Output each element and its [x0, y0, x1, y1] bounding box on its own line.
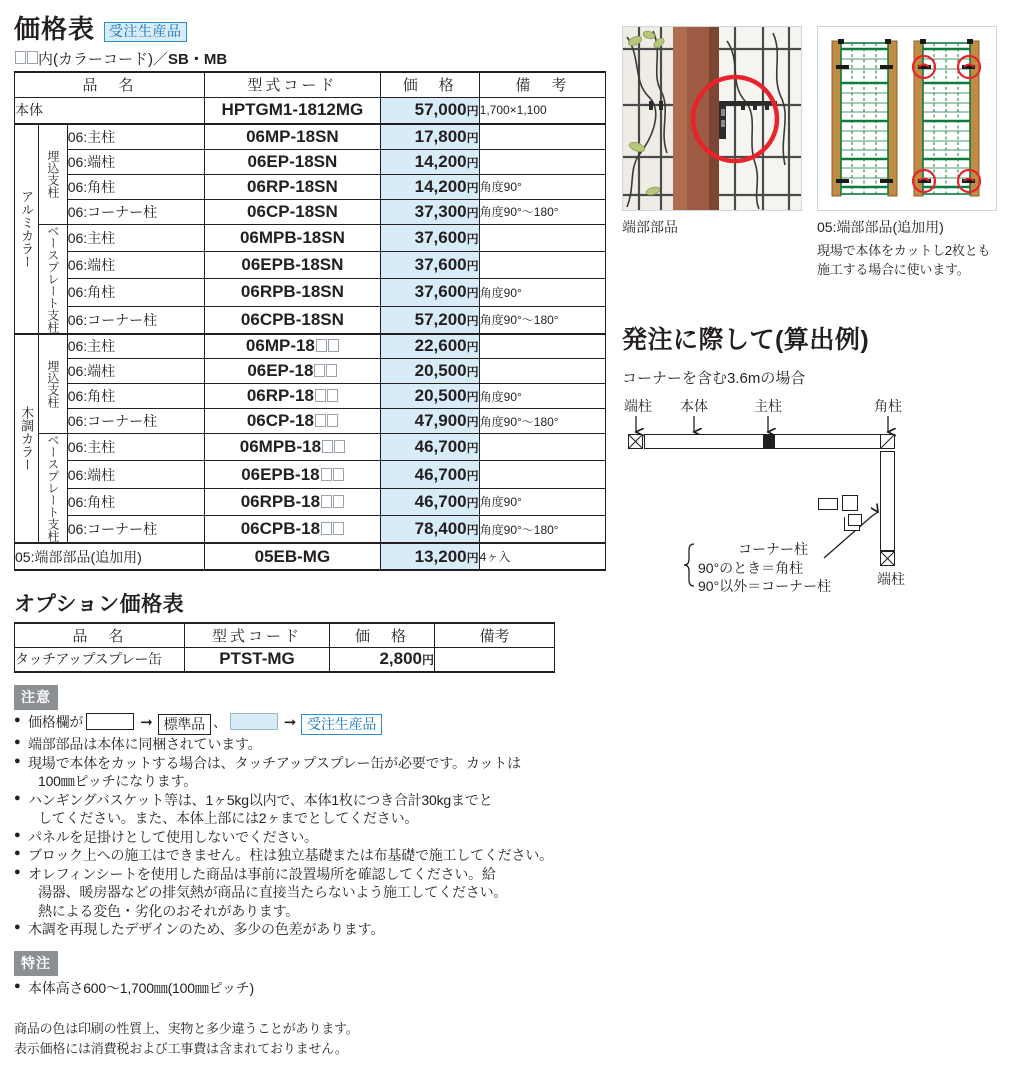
order-section-subtitle: コーナーを含む3.6mの場合: [622, 369, 806, 387]
cell-note: 角度90°: [479, 174, 605, 199]
table-row: [15, 488, 606, 515]
note-item: ● パネルを足掛けとして使用しないでください。: [14, 828, 606, 846]
table-row: [15, 384, 606, 409]
table-row: [15, 251, 606, 278]
note-item: ● 価格欄が ➞ 標準品 、 ➞ 受注生産品: [14, 713, 606, 735]
cell-code: 05EB-MG: [205, 543, 381, 570]
cell-code: 06MP-18SN: [205, 124, 381, 149]
cell-name: 06:角柱: [67, 384, 204, 409]
condition-line-1: 90°のとき＝角柱: [698, 559, 804, 576]
color-code-boxes: [14, 50, 38, 67]
order-section-title: 発注に際して(算出例): [622, 325, 870, 354]
cell-code: 06MPB-18SN: [205, 224, 381, 251]
cell-code: HPTGM1-1812MG: [205, 97, 381, 124]
end-part-photo: [622, 26, 802, 211]
cell-name: 06:端柱: [67, 359, 204, 384]
col-header-name: 品 名: [15, 72, 205, 97]
end-part-photo-illustration: [623, 27, 801, 210]
cell-code: 06MP-18: [205, 334, 381, 359]
table-row: [15, 409, 606, 434]
cell-price: 78,400円: [380, 516, 479, 543]
table-row: [15, 224, 606, 251]
cell-note: 角度90°〜180°: [479, 199, 605, 224]
cell-name: 06:端柱: [67, 149, 204, 174]
right-column: [622, 26, 1006, 596]
cell-price: 14,200円: [380, 149, 479, 174]
cell-price: 14,200円: [380, 174, 479, 199]
note-item: 100㎜ピッチになります。: [38, 773, 198, 790]
x-marker-icon: [629, 435, 642, 448]
label-end-post-bottom: 端柱: [877, 570, 905, 587]
label-corner-post-right: 角柱: [874, 397, 902, 414]
disclaimer-line: 表示価格には消費税および工事費は含まれておりません。: [14, 1040, 348, 1056]
cell-name: 06:端柱: [67, 251, 204, 278]
cell-note: 角度90°〜180°: [479, 306, 605, 333]
table-row: [15, 516, 606, 543]
note-item: ● 端部部品は本体に同梱されています。: [14, 735, 606, 753]
diagram-lines: [622, 396, 1006, 596]
group-color-label: 木調カラー: [15, 334, 39, 544]
cell-code: 06CPB-18: [205, 516, 381, 543]
standard-product-tag: 標準品: [158, 714, 211, 735]
cell-note: [479, 461, 605, 488]
cell-name: 05:端部部品(追加用): [15, 543, 205, 570]
color-code-value: SB・MB: [168, 51, 228, 68]
cell-note: 角度90°: [479, 384, 605, 409]
main-post-marker: [764, 434, 775, 449]
corner-shape-icon-2: [842, 495, 858, 511]
cell-price: 46,700円: [380, 488, 479, 515]
cell-name: 06:コーナー柱: [67, 409, 204, 434]
cell-note: [479, 251, 605, 278]
cell-note: 角度90°〜180°: [479, 516, 605, 543]
cell-note: [479, 124, 605, 149]
option-table-title: オプション価格表: [14, 593, 185, 616]
arrow-icon: ➞: [140, 714, 153, 731]
group-color-label: アルミカラー: [15, 124, 39, 334]
disclaimer-line: 商品の色は印刷の性質上、実物と多少違うことがあります。: [14, 1021, 359, 1037]
table-row: [15, 174, 606, 199]
cell-price: 47,900円: [380, 409, 479, 434]
option-col-header: 備考: [435, 623, 555, 647]
cell-code: 06RP-18: [205, 384, 381, 409]
figures-row: [622, 26, 1006, 280]
cell-name: 06:角柱: [67, 174, 204, 199]
corner-post-marker: [880, 434, 895, 449]
corner-shape-icon-1: [818, 498, 838, 510]
end-post-marker-bottom: [880, 551, 895, 566]
table-header-row: [15, 72, 606, 97]
cell-note: 角度90°: [479, 488, 605, 515]
cell-price: 20,500円: [380, 359, 479, 384]
table-row: [15, 461, 606, 488]
diagram-desc-line: 施工する場合に使います。: [817, 261, 970, 277]
table-row: [15, 434, 606, 461]
table-row: [15, 124, 606, 149]
disclaimer-text: [14, 1019, 606, 1058]
col-header-price: 価 格: [380, 72, 479, 97]
color-code-subtitle: [14, 48, 606, 69]
cell-code: 06EP-18: [205, 359, 381, 384]
condition-line-2: 90°以外＝コーナー柱: [698, 577, 832, 594]
special-order-notes-list: [14, 979, 606, 997]
cell-note: [479, 334, 605, 359]
cell-name: 06:主柱: [67, 434, 204, 461]
cell-price: 37,600円: [380, 251, 479, 278]
cell-code: PTST-MG: [185, 647, 330, 672]
page-title-row: [14, 8, 606, 42]
cell-code: 06EP-18SN: [205, 149, 381, 174]
note-item: ● ブロック上への施工はできません。柱は独立基礎または布基礎で施工してください。: [14, 846, 606, 864]
col-header-code: 型式コード: [205, 72, 381, 97]
cell-note: 1,700×1,100: [479, 97, 605, 124]
table-row: [15, 199, 606, 224]
label-body: 本体: [680, 397, 708, 414]
cell-note: [479, 359, 605, 384]
cell-price: 20,500円: [380, 384, 479, 409]
made-to-order-color-swatch: [230, 713, 278, 730]
cell-note: [479, 434, 605, 461]
caution-section-label: 注意: [14, 685, 58, 710]
table-row: [15, 149, 606, 174]
cell-name: 06:主柱: [67, 124, 204, 149]
cell-name: 06:角柱: [67, 488, 204, 515]
cell-code: 06RPB-18SN: [205, 279, 381, 306]
photo-figure: [622, 26, 802, 280]
special-order-section-label: 特注: [14, 951, 58, 976]
price-table: [14, 71, 606, 571]
cell-name: 06:主柱: [67, 224, 204, 251]
note-item: ● ハンギングバスケット等は、1ヶ5kg以内で、本体1枚につき合計30kgまでと: [14, 791, 606, 809]
cell-name: 06:コーナー柱: [67, 306, 204, 333]
label-corner-post: コーナー柱: [738, 540, 808, 557]
option-col-header: 型式コード: [185, 623, 330, 647]
table-row: [15, 647, 555, 672]
made-to-order-tag: 受注生産品: [301, 714, 382, 735]
standard-color-swatch: [86, 713, 134, 730]
cell-note: [479, 149, 605, 174]
note-item: 熱による変色・劣化のおそれがあります。: [38, 902, 300, 919]
option-price-table: [14, 622, 555, 673]
note-item: ● 木調を再現したデザインのため、多少の色差があります。: [14, 920, 606, 938]
body-bar-vertical: [880, 451, 895, 551]
left-column: [14, 8, 606, 1058]
photo-caption: 端部部品: [622, 219, 678, 235]
cell-note: [435, 647, 555, 672]
col-header-note: 備 考: [479, 72, 605, 97]
note-item: してください。また、本体上部には2ヶまでとしてください。: [38, 810, 419, 827]
option-col-header: 品 名: [15, 623, 185, 647]
cell-code: 06RPB-18: [205, 488, 381, 515]
cell-price: 37,600円: [380, 279, 479, 306]
cell-price: 13,200円: [380, 543, 479, 570]
cell-price: 22,600円: [380, 334, 479, 359]
note-item: ● オレフィンシートを使用した商品は事前に設置場所を確認してください。給: [14, 865, 606, 883]
diagram-description: [817, 242, 997, 280]
note-item: ● 現場で本体をカットする場合は、タッチアップスプレー缶が必要です。カットは: [14, 754, 606, 772]
cell-name: 06:コーナー柱: [67, 516, 204, 543]
cell-name: 06:角柱: [67, 279, 204, 306]
option-col-header: 価 格: [330, 623, 435, 647]
cell-name: 06:主柱: [67, 334, 204, 359]
cell-code: 06MPB-18: [205, 434, 381, 461]
group-post-label: ベースプレート支柱: [39, 224, 68, 334]
table-header-row: [15, 623, 555, 647]
cell-price: 46,700円: [380, 434, 479, 461]
end-post-marker-top: [628, 434, 643, 449]
cell-code: 06EPB-18SN: [205, 251, 381, 278]
diagram-figure: [817, 26, 997, 280]
cell-code: 06CP-18: [205, 409, 381, 434]
table-row: [15, 279, 606, 306]
body-bar-right: [774, 434, 886, 449]
cell-name: 06:コーナー柱: [67, 199, 204, 224]
group-post-label: 埋込支柱: [39, 334, 68, 434]
cell-code: 06CPB-18SN: [205, 306, 381, 333]
cell-price: 2,800円: [330, 647, 435, 672]
cell-price: 46,700円: [380, 461, 479, 488]
cell-price: 37,300円: [380, 199, 479, 224]
diagonal-marker-icon: [881, 435, 894, 448]
cell-name: 06:端柱: [67, 461, 204, 488]
table-row: [15, 97, 606, 124]
cell-code: 06EPB-18: [205, 461, 381, 488]
note-item: 湯器、暖房器などの排気熱が商品に直接当たらないよう施工してください。: [38, 884, 508, 901]
special-note-item: ● 本体高さ600〜1,700㎜(100㎜ピッチ): [14, 979, 606, 997]
page-title: 価格表: [14, 14, 96, 44]
table-row: [15, 359, 606, 384]
arrow-icon: ➞: [283, 714, 297, 731]
label-end-post-top: 端柱: [624, 397, 652, 414]
corner-shape-icon-4: [848, 514, 862, 526]
color-code-prefix: 内(カラーコード)／: [38, 51, 168, 68]
cell-code: 06CP-18SN: [205, 199, 381, 224]
cell-note: 角度90°〜180°: [479, 409, 605, 434]
cell-name: タッチアップスプレー缶: [15, 647, 185, 672]
diagram-desc-line: 現場で本体をカットし2枚とも: [817, 243, 991, 258]
cell-price: 57,000円: [380, 97, 479, 124]
group-post-label: 埋込支柱: [39, 124, 68, 224]
cell-note: [479, 224, 605, 251]
table-row: [15, 543, 606, 570]
cell-name: 本体: [15, 97, 205, 124]
caution-notes-list: [14, 713, 606, 939]
made-to-order-badge: 受注生産品: [104, 22, 187, 42]
cell-note: 4ヶ入: [479, 543, 605, 570]
cell-price: 37,600円: [380, 224, 479, 251]
label-main-post: 主柱: [754, 397, 782, 414]
group-post-label: ベースプレート支柱: [39, 434, 68, 544]
table-row: [15, 334, 606, 359]
cell-note: 角度90°: [479, 279, 605, 306]
x-marker-icon: [881, 552, 894, 565]
body-bar-left: [644, 434, 764, 449]
cell-price: 57,200円: [380, 306, 479, 333]
diagram-caption: 05:端部部品(追加用): [817, 219, 944, 235]
cell-price: 17,800円: [380, 124, 479, 149]
trellis-panels-illustration: [818, 27, 996, 210]
table-row: [15, 306, 606, 333]
cell-code: 06RP-18SN: [205, 174, 381, 199]
order-calculation-diagram: [622, 396, 1006, 596]
additional-end-part-diagram: [817, 26, 997, 211]
